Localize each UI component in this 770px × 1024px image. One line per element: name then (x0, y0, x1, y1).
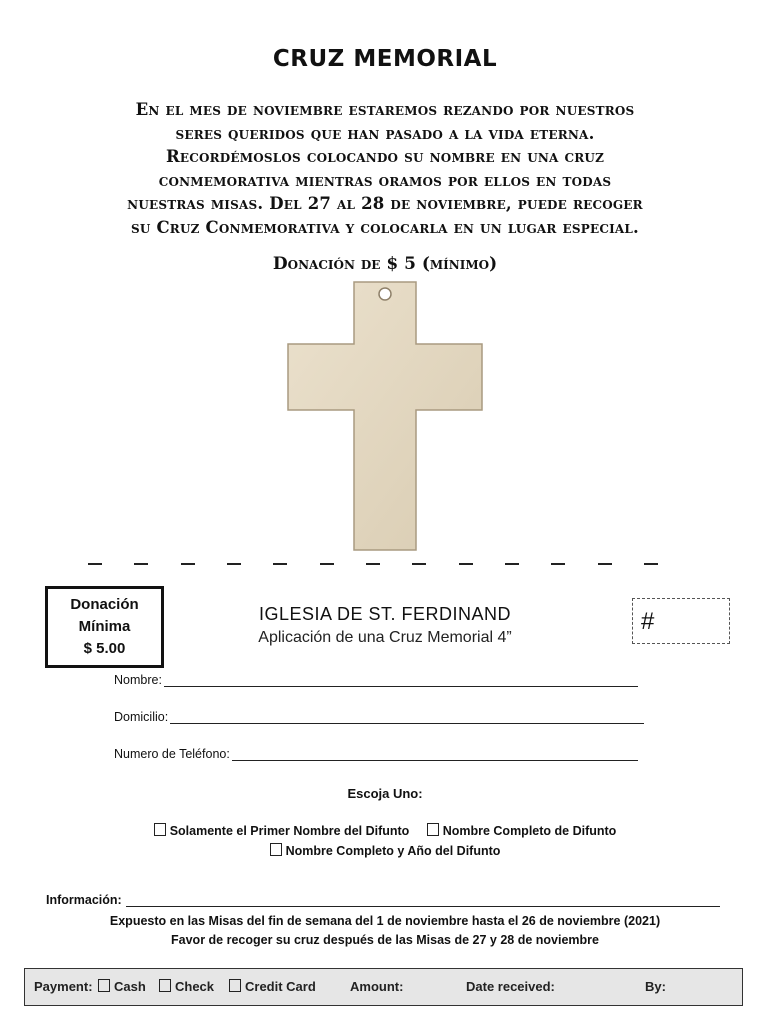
payment-credit-card-option[interactable]: Credit Card (229, 979, 316, 994)
display-notes (0, 912, 770, 950)
payment-cash-option[interactable]: Cash (98, 979, 146, 994)
options-row-1 (0, 823, 770, 838)
payment-check-option[interactable]: Check (159, 979, 214, 994)
phone-label: Numero de Teléfono: (114, 747, 230, 761)
payment-date-received-label: Date received: (466, 979, 555, 994)
page-title: CRUZ MEMORIAL (272, 46, 498, 72)
intro-line: seres queridos que han pasado a la vida eterna. (175, 123, 595, 143)
intro-line: Recordémoslos colocando su nombre en una cruz (165, 147, 605, 166)
options-row-2 (0, 843, 770, 858)
name-label: Nombre: (114, 673, 162, 687)
address-label: Domicilio: (114, 710, 169, 724)
checkbox[interactable] (427, 823, 439, 836)
phone-field[interactable] (114, 747, 638, 761)
intro-line: En el mes de noviembre estaremos rezando por nuestros (135, 100, 635, 119)
payment-bar (24, 968, 743, 1006)
phone-input-line[interactable] (232, 748, 638, 761)
info-field[interactable] (46, 893, 720, 907)
option-first-name[interactable]: Solamente el Primer Nombre del Difunto (154, 824, 410, 838)
intro-line: nuestras misas. Del 27 al 28 de noviembre, puede recoger (127, 194, 643, 213)
address-input-line[interactable] (170, 711, 644, 724)
notes-line1: Expuesto en las Misas del fin de semana del 1 de noviembre hasta el 26 de noviembre (2021) (109, 914, 661, 928)
notes-line2: Favor de recoger su cruz después de las Misas de 27 y 28 de noviembre (171, 933, 599, 947)
payment-amount-label: Amount: (350, 979, 404, 994)
cut-line (88, 563, 658, 565)
name-field[interactable] (114, 673, 638, 687)
payment-label: Payment: (34, 979, 93, 994)
min-box-line2: Mínima (78, 618, 131, 635)
min-box-amount: $ 5.00 (83, 640, 126, 657)
address-field[interactable] (114, 710, 644, 724)
cross-hanging-hole (379, 288, 391, 300)
info-input-line[interactable] (126, 894, 720, 907)
church-name: IGLESIA DE ST. FERDINAND (258, 604, 512, 624)
min-box-line1: Donación (70, 596, 139, 613)
name-input-line[interactable] (164, 674, 638, 687)
checkbox[interactable] (270, 843, 282, 856)
option-full-name[interactable]: Nombre Completo de Difunto (427, 824, 617, 838)
intro-line: su Cruz Conmemorativa y colocarla en un lugar especial. (130, 217, 639, 237)
minimum-donation-box (45, 586, 164, 668)
checkbox[interactable] (98, 979, 110, 992)
wooden-cross-image (285, 280, 485, 552)
choose-label: Escoja Uno: (347, 786, 423, 801)
option-full-name-year[interactable]: Nombre Completo y Año del Difunto (270, 844, 501, 858)
intro-line: conmemorativa mientras oramos por ellos en todas (158, 170, 612, 190)
checkbox[interactable] (229, 979, 241, 992)
checkbox[interactable] (154, 823, 166, 836)
payment-by-label: By: (645, 979, 666, 994)
cross-shape (288, 282, 482, 550)
intro-paragraph (48, 98, 722, 239)
checkbox[interactable] (159, 979, 171, 992)
form-subtitle: Aplicación de una Cruz Memorial 4” (258, 629, 512, 646)
info-label: Información: (46, 893, 122, 907)
number-box[interactable]: # (632, 598, 730, 644)
donation-heading: Donación de $ 5 (mínimo) (272, 254, 498, 274)
